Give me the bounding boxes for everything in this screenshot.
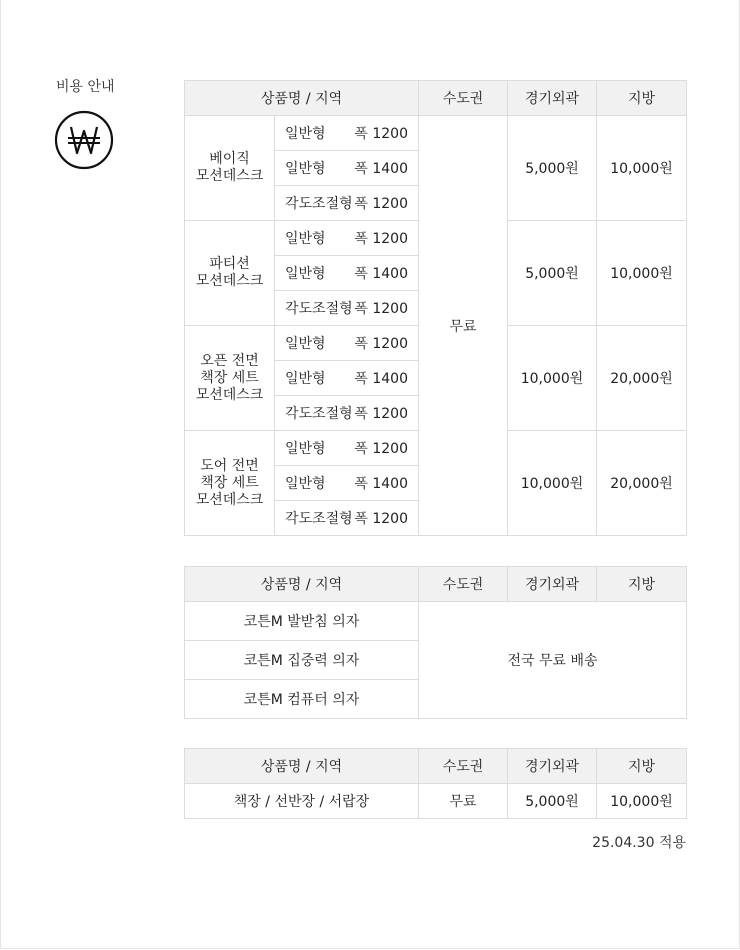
variant-cell xyxy=(275,501,419,536)
product-name-line: 모션데스크 xyxy=(195,491,264,508)
product-name-line: 오픈 전면 xyxy=(200,352,259,369)
table-row xyxy=(185,784,687,819)
variant-type: 일반형 xyxy=(285,231,326,247)
variant-width: 폭 1200 xyxy=(354,336,408,352)
variant-width: 폭 1200 xyxy=(354,231,408,247)
local-fee: 10,000원 xyxy=(597,116,687,221)
variant-cell xyxy=(275,431,419,466)
variant-type: 일반형 xyxy=(285,441,326,457)
variant-width: 폭 1200 xyxy=(354,406,408,422)
table-header-row xyxy=(185,749,687,784)
variant-width: 폭 1200 xyxy=(354,126,408,142)
variant-width: 폭 1200 xyxy=(354,511,408,527)
gyeonggi-fee: 10,000원 xyxy=(508,431,597,536)
product-name-line: 책장 세트 xyxy=(200,474,259,491)
local-fee: 20,000원 xyxy=(597,431,687,536)
section-title: 비용 안내 xyxy=(56,79,115,95)
chair-name: 코튼M 컴퓨터 의자 xyxy=(185,680,419,719)
variant-width: 폭 1200 xyxy=(354,301,408,317)
chair-name: 코튼M 발받침 의자 xyxy=(185,602,419,641)
product-name-line: 베이직 xyxy=(209,151,250,167)
chair-name: 코튼M 집중력 의자 xyxy=(185,641,419,680)
header-local: 지방 xyxy=(597,567,687,602)
header-local: 지방 xyxy=(597,81,687,116)
gyeonggi-fee: 10,000원 xyxy=(508,326,597,431)
variant-type: 일반형 xyxy=(285,336,326,352)
variant-type: 각도조절형 xyxy=(285,196,353,212)
product-name-line: 파티션 xyxy=(209,256,250,272)
variant-cell xyxy=(275,396,419,431)
variant-width: 폭 1400 xyxy=(354,266,408,282)
variant-cell xyxy=(275,256,419,291)
local-fee: 10,000원 xyxy=(597,221,687,326)
header-local: 지방 xyxy=(597,749,687,784)
header-product: 상품명 / 지역 xyxy=(185,749,419,784)
header-gyeonggi: 경기외곽 xyxy=(508,749,597,784)
product-name xyxy=(185,221,275,326)
variant-type: 각도조절형 xyxy=(285,511,353,527)
variant-type: 일반형 xyxy=(285,126,326,142)
variant-cell xyxy=(275,186,419,221)
table-row xyxy=(185,116,687,151)
header-capital: 수도권 xyxy=(419,749,508,784)
variant-cell xyxy=(275,291,419,326)
variant-cell xyxy=(275,466,419,501)
table-header-row xyxy=(185,81,687,116)
variant-cell xyxy=(275,151,419,186)
product-name-line: 도어 전면 xyxy=(200,457,259,474)
product-name-line: 책장 세트 xyxy=(200,369,259,386)
capital-fee: 무료 xyxy=(419,116,508,536)
table-row xyxy=(185,602,687,641)
shelf-name: 책장 / 선반장 / 서랍장 xyxy=(185,784,419,819)
chair-shipping-table xyxy=(184,566,687,719)
variant-cell xyxy=(275,116,419,151)
nationwide-free-shipping: 전국 무료 배송 xyxy=(419,602,687,719)
header-capital: 수도권 xyxy=(419,81,508,116)
gyeonggi-fee: 5,000원 xyxy=(508,221,597,326)
variant-type: 일반형 xyxy=(285,371,326,387)
header-gyeonggi: 경기외곽 xyxy=(508,81,597,116)
product-name-line: 모션데스크 xyxy=(195,386,264,403)
table-header-row xyxy=(185,567,687,602)
applied-date-note: 25.04.30 적용 xyxy=(592,835,686,851)
header-product: 상품명 / 지역 xyxy=(185,81,419,116)
gyeonggi-fee: 5,000원 xyxy=(508,784,597,819)
gyeonggi-fee: 5,000원 xyxy=(508,116,597,221)
local-fee: 10,000원 xyxy=(597,784,687,819)
variant-type: 일반형 xyxy=(285,476,326,492)
variant-width: 폭 1200 xyxy=(354,441,408,457)
product-name xyxy=(185,326,275,431)
header-capital: 수도권 xyxy=(419,567,508,602)
product-name xyxy=(185,431,275,536)
variant-width: 폭 1400 xyxy=(354,371,408,387)
variant-width: 폭 1400 xyxy=(354,161,408,177)
header-gyeonggi: 경기외곽 xyxy=(508,567,597,602)
variant-width: 폭 1400 xyxy=(354,476,408,492)
product-name xyxy=(185,116,275,221)
variant-type: 각도조절형 xyxy=(285,406,353,422)
capital-fee: 무료 xyxy=(419,784,508,819)
variant-cell xyxy=(275,326,419,361)
product-name-line: 모션데스크 xyxy=(195,168,264,184)
variant-cell xyxy=(275,221,419,256)
variant-width: 폭 1200 xyxy=(354,196,408,212)
variant-cell xyxy=(275,361,419,396)
shelf-shipping-table xyxy=(184,748,687,819)
product-name-line: 모션데스크 xyxy=(195,273,264,289)
variant-type: 일반형 xyxy=(285,266,326,282)
header-product: 상품명 / 지역 xyxy=(185,567,419,602)
desk-shipping-table xyxy=(184,80,687,536)
variant-type: 각도조절형 xyxy=(285,301,353,317)
variant-type: 일반형 xyxy=(285,161,326,177)
won-circle-icon xyxy=(54,110,114,170)
local-fee: 20,000원 xyxy=(597,326,687,431)
